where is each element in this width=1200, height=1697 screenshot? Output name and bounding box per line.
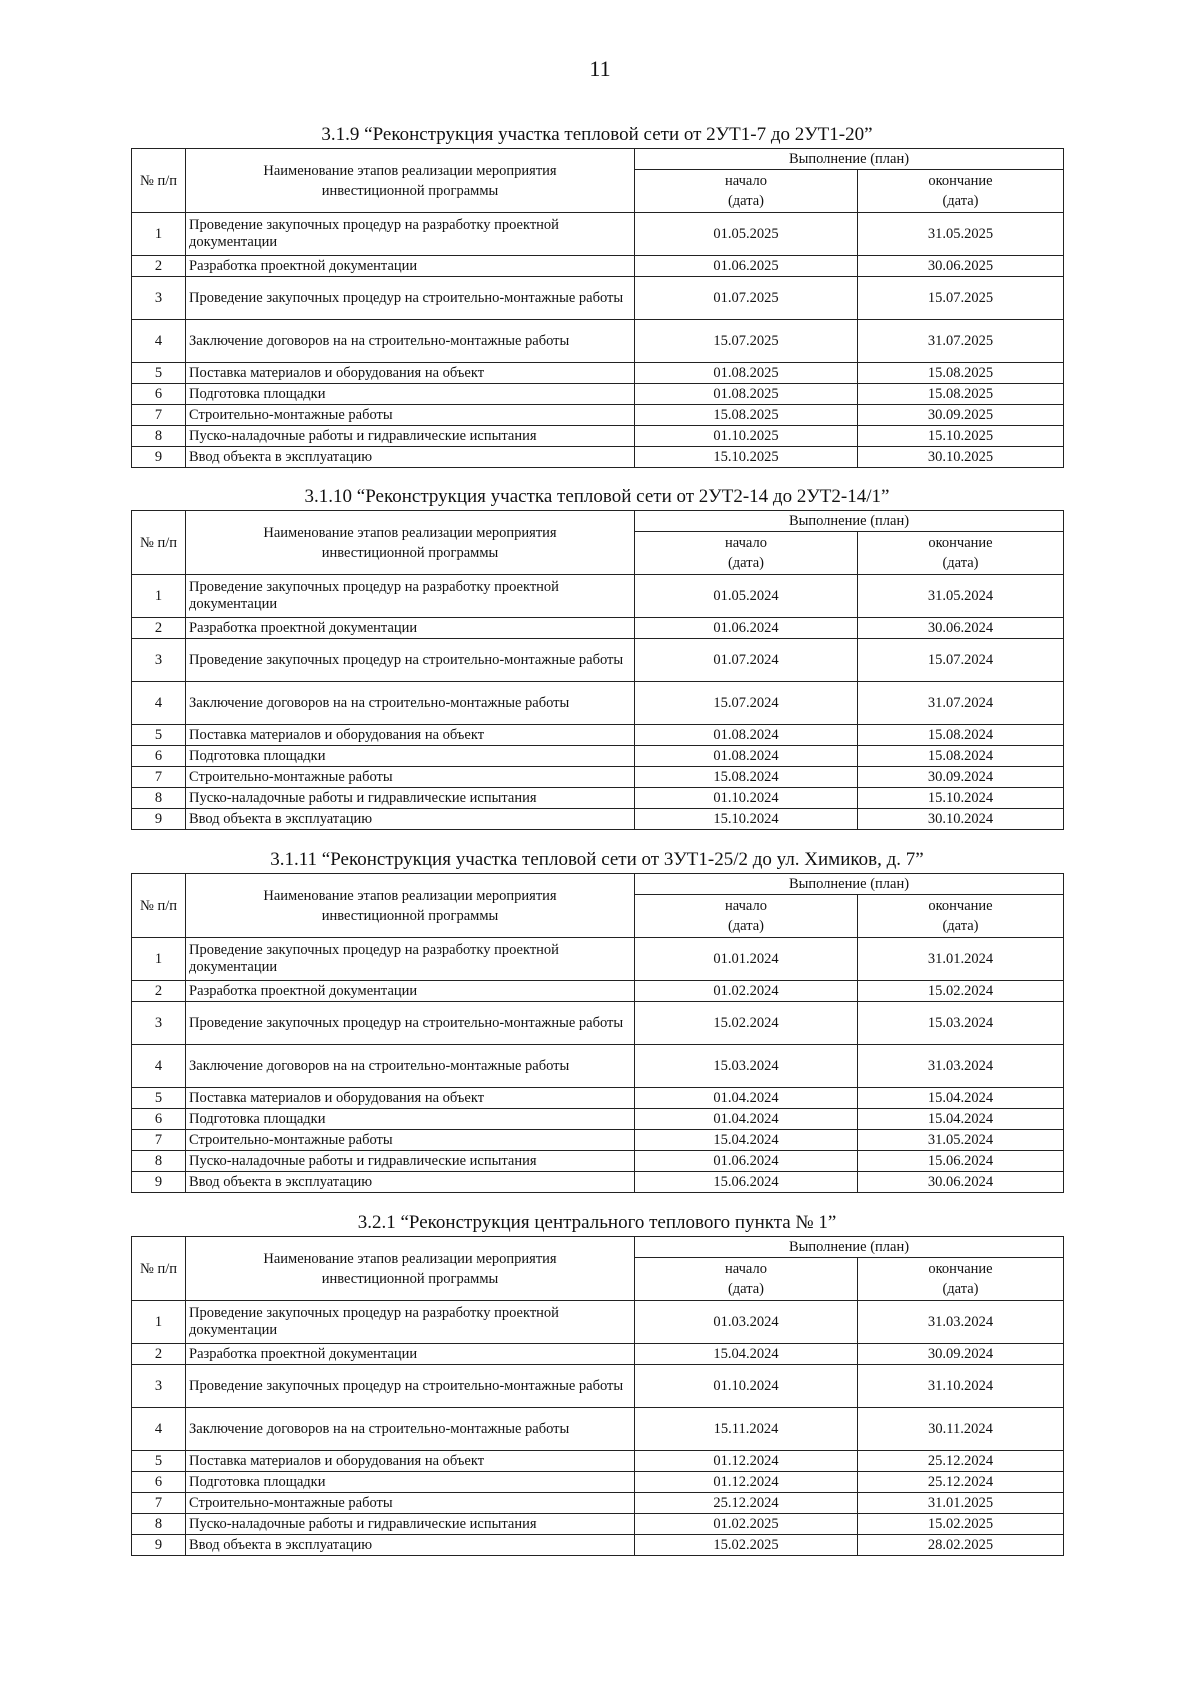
header-stage-line2: инвестиционной программы	[321, 1270, 499, 1287]
header-start	[635, 532, 858, 575]
row-number: 8	[132, 1151, 186, 1172]
end-date: 15.06.2024	[858, 1151, 1064, 1172]
start-date: 01.10.2025	[635, 426, 858, 447]
row-number: 9	[132, 809, 186, 830]
start-date: 15.10.2024	[635, 809, 858, 830]
stage-name: Заключение договоров на на строительно-монтажные работы	[186, 320, 635, 363]
table-row	[132, 981, 1064, 1002]
header-num: № п/п	[132, 149, 186, 213]
stage-name: Проведение закупочных процедур на разработку проектной документации	[186, 213, 635, 256]
table-row	[132, 746, 1064, 767]
stage-name: Разработка проектной документации	[186, 618, 635, 639]
section-title: 3.2.1 “Реконструкция центрального теплового пункта № 1”	[357, 1212, 837, 1233]
row-number: 1	[132, 575, 186, 618]
start-date: 15.06.2024	[635, 1172, 858, 1193]
row-number: 5	[132, 363, 186, 384]
start-date: 01.01.2024	[635, 938, 858, 981]
stage-name: Поставка материалов и оборудования на объект	[186, 725, 635, 746]
header-start-label: начало	[725, 173, 767, 189]
table-row	[132, 1408, 1064, 1451]
end-date: 15.10.2024	[858, 788, 1064, 809]
table-row	[132, 682, 1064, 725]
row-number: 6	[132, 746, 186, 767]
end-date: 15.02.2024	[858, 981, 1064, 1002]
header-stage	[186, 874, 635, 938]
stage-name: Строительно-монтажные работы	[186, 405, 635, 426]
table-row	[132, 405, 1064, 426]
row-number: 3	[132, 277, 186, 320]
stage-name: Проведение закупочных процедур на разработку проектной документации	[186, 575, 635, 618]
row-number: 3	[132, 639, 186, 682]
row-number: 3	[132, 1365, 186, 1408]
start-date: 01.08.2024	[635, 725, 858, 746]
table-row	[132, 363, 1064, 384]
table-row	[132, 809, 1064, 830]
table-row	[132, 1109, 1064, 1130]
stage-name: Поставка материалов и оборудования на объект	[186, 363, 635, 384]
stage-name: Пуско-наладочные работы и гидравлические испытания	[186, 788, 635, 809]
header-end-label: окончание	[928, 898, 993, 914]
end-date: 31.03.2024	[858, 1301, 1064, 1344]
stage-name: Ввод объекта в эксплуатацию	[186, 1535, 635, 1556]
stage-name: Заключение договоров на на строительно-монтажные работы	[186, 1045, 635, 1088]
end-date: 15.04.2024	[858, 1088, 1064, 1109]
stage-name: Разработка проектной документации	[186, 1344, 635, 1365]
table-row	[132, 1514, 1064, 1535]
stage-name: Подготовка площадки	[186, 746, 635, 767]
start-date: 01.10.2024	[635, 1365, 858, 1408]
table-row	[132, 1045, 1064, 1088]
row-number: 7	[132, 767, 186, 788]
table-row	[132, 1472, 1064, 1493]
header-execution: Выполнение (план)	[635, 511, 1064, 532]
start-date: 01.03.2024	[635, 1301, 858, 1344]
stage-name: Проведение закупочных процедур на строительно-монтажные работы	[186, 639, 635, 682]
stage-name: Ввод объекта в эксплуатацию	[186, 447, 635, 468]
start-date: 15.08.2025	[635, 405, 858, 426]
header-end-label: окончание	[928, 1261, 993, 1277]
start-date: 01.06.2024	[635, 1151, 858, 1172]
header-end	[858, 532, 1064, 575]
start-date: 15.03.2024	[635, 1045, 858, 1088]
start-date: 01.02.2025	[635, 1514, 858, 1535]
end-date: 30.06.2024	[858, 618, 1064, 639]
header-start-label: начало	[725, 535, 767, 551]
row-number: 4	[132, 1408, 186, 1451]
end-date: 25.12.2024	[858, 1451, 1064, 1472]
row-number: 5	[132, 1451, 186, 1472]
table-row	[132, 1151, 1064, 1172]
row-number: 2	[132, 981, 186, 1002]
stage-name: Подготовка площадки	[186, 384, 635, 405]
table-row	[132, 1130, 1064, 1151]
row-number: 7	[132, 405, 186, 426]
table-row	[132, 725, 1064, 746]
start-date: 01.08.2024	[635, 746, 858, 767]
end-date: 28.02.2025	[858, 1535, 1064, 1556]
row-number: 3	[132, 1002, 186, 1045]
schedule-table	[131, 873, 1064, 1193]
end-date: 31.10.2024	[858, 1365, 1064, 1408]
start-date: 01.06.2025	[635, 256, 858, 277]
table-row	[132, 1535, 1064, 1556]
plan-section	[131, 1210, 1063, 1556]
start-date: 01.05.2024	[635, 575, 858, 618]
table-row	[132, 256, 1064, 277]
row-number: 2	[132, 1344, 186, 1365]
table-row	[132, 1172, 1064, 1193]
start-date: 01.12.2024	[635, 1451, 858, 1472]
row-number: 6	[132, 1109, 186, 1130]
stage-name: Пуско-наладочные работы и гидравлические испытания	[186, 1151, 635, 1172]
end-date: 31.05.2024	[858, 575, 1064, 618]
start-date: 01.04.2024	[635, 1109, 858, 1130]
end-date: 30.09.2025	[858, 405, 1064, 426]
start-date: 15.02.2024	[635, 1002, 858, 1045]
table-row	[132, 447, 1064, 468]
header-stage-line2: инвестиционной программы	[321, 182, 499, 199]
header-start-sub: (дата)	[727, 555, 765, 571]
stage-name: Пуско-наладочные работы и гидравлические испытания	[186, 426, 635, 447]
stage-name: Проведение закупочных процедур на строительно-монтажные работы	[186, 1365, 635, 1408]
end-date: 15.03.2024	[858, 1002, 1064, 1045]
row-number: 4	[132, 1045, 186, 1088]
row-number: 7	[132, 1130, 186, 1151]
end-date: 30.11.2024	[858, 1408, 1064, 1451]
header-end-sub: (дата)	[942, 918, 979, 934]
end-date: 25.12.2024	[858, 1472, 1064, 1493]
header-stage-line1: Наименование этапов реализации мероприятия	[263, 1250, 557, 1267]
row-number: 4	[132, 682, 186, 725]
end-date: 31.05.2024	[858, 1130, 1064, 1151]
stage-name: Строительно-монтажные работы	[186, 767, 635, 788]
header-stage-line2: инвестиционной программы	[321, 907, 499, 924]
start-date: 15.02.2025	[635, 1535, 858, 1556]
stage-name: Заключение договоров на на строительно-монтажные работы	[186, 1408, 635, 1451]
table-row	[132, 639, 1064, 682]
header-end-sub: (дата)	[942, 555, 979, 571]
end-date: 31.01.2025	[858, 1493, 1064, 1514]
table-row	[132, 277, 1064, 320]
row-number: 4	[132, 320, 186, 363]
page-number: 11	[589, 56, 611, 81]
schedule-table	[131, 148, 1064, 468]
table-row	[132, 1344, 1064, 1365]
end-date: 31.07.2025	[858, 320, 1064, 363]
header-start-sub: (дата)	[727, 918, 765, 934]
row-number: 1	[132, 1301, 186, 1344]
section-title: 3.1.10 “Реконструкция участка тепловой сети от 2УТ2-14 до 2УТ2-14/1”	[304, 486, 890, 507]
section-title: 3.1.11 “Реконструкция участка тепловой сети от 3УТ1-25/2 до ул. Химиков, д. 7”	[270, 849, 924, 870]
start-date: 15.07.2025	[635, 320, 858, 363]
row-number: 6	[132, 384, 186, 405]
table-row	[132, 320, 1064, 363]
start-date: 01.10.2024	[635, 788, 858, 809]
plan-section	[131, 484, 1063, 830]
header-execution: Выполнение (план)	[635, 149, 1064, 170]
stage-name: Заключение договоров на на строительно-монтажные работы	[186, 682, 635, 725]
end-date: 15.08.2024	[858, 725, 1064, 746]
table-row	[132, 1088, 1064, 1109]
end-date: 30.10.2024	[858, 809, 1064, 830]
end-date: 15.07.2024	[858, 639, 1064, 682]
header-start	[635, 1258, 858, 1301]
stage-name: Ввод объекта в эксплуатацию	[186, 1172, 635, 1193]
stage-name: Поставка материалов и оборудования на объект	[186, 1451, 635, 1472]
start-date: 01.06.2024	[635, 618, 858, 639]
header-start-label: начало	[725, 898, 767, 914]
plan-section	[131, 122, 1063, 468]
end-date: 31.07.2024	[858, 682, 1064, 725]
table-row	[132, 1002, 1064, 1045]
header-stage-line1: Наименование этапов реализации мероприятия	[263, 162, 557, 179]
header-start	[635, 895, 858, 938]
stage-name: Строительно-монтажные работы	[186, 1130, 635, 1151]
start-date: 15.11.2024	[635, 1408, 858, 1451]
header-stage-line2: инвестиционной программы	[321, 544, 499, 561]
header-stage	[186, 511, 635, 575]
table-row	[132, 575, 1064, 618]
table-row	[132, 1451, 1064, 1472]
table-row	[132, 384, 1064, 405]
row-number: 9	[132, 447, 186, 468]
end-date: 31.01.2024	[858, 938, 1064, 981]
plan-section	[131, 847, 1063, 1193]
table-row	[132, 1365, 1064, 1408]
header-execution: Выполнение (план)	[635, 874, 1064, 895]
table-row	[132, 788, 1064, 809]
stage-name: Строительно-монтажные работы	[186, 1493, 635, 1514]
section-title: 3.1.9 “Реконструкция участка тепловой сети от 2УТ1-7 до 2УТ1-20”	[321, 124, 873, 145]
header-end	[858, 1258, 1064, 1301]
header-end-label: окончание	[928, 535, 993, 551]
end-date: 15.08.2024	[858, 746, 1064, 767]
row-number: 2	[132, 618, 186, 639]
end-date: 30.06.2025	[858, 256, 1064, 277]
start-date: 15.04.2024	[635, 1130, 858, 1151]
header-end-label: окончание	[928, 173, 993, 189]
header-start-sub: (дата)	[727, 193, 765, 209]
stage-name: Поставка материалов и оборудования на объект	[186, 1088, 635, 1109]
schedule-table	[131, 1236, 1064, 1556]
stage-name: Подготовка площадки	[186, 1472, 635, 1493]
end-date: 15.08.2025	[858, 384, 1064, 405]
row-number: 5	[132, 725, 186, 746]
start-date: 15.08.2024	[635, 767, 858, 788]
row-number: 8	[132, 426, 186, 447]
start-date: 15.07.2024	[635, 682, 858, 725]
header-stage-line1: Наименование этапов реализации мероприятия	[263, 887, 557, 904]
row-number: 2	[132, 256, 186, 277]
end-date: 15.08.2025	[858, 363, 1064, 384]
row-number: 1	[132, 213, 186, 256]
row-number: 9	[132, 1172, 186, 1193]
start-date: 01.08.2025	[635, 363, 858, 384]
table-row	[132, 1493, 1064, 1514]
header-stage	[186, 149, 635, 213]
table-row	[132, 426, 1064, 447]
header-num: № п/п	[132, 874, 186, 938]
start-date: 01.08.2025	[635, 384, 858, 405]
table-row	[132, 767, 1064, 788]
start-date: 01.07.2024	[635, 639, 858, 682]
row-number: 8	[132, 788, 186, 809]
end-date: 30.10.2025	[858, 447, 1064, 468]
stage-name: Подготовка площадки	[186, 1109, 635, 1130]
end-date: 15.04.2024	[858, 1109, 1064, 1130]
header-num: № п/п	[132, 511, 186, 575]
stage-name: Проведение закупочных процедур на разработку проектной документации	[186, 1301, 635, 1344]
header-start	[635, 170, 858, 213]
header-num: № п/п	[132, 1237, 186, 1301]
stage-name: Разработка проектной документации	[186, 981, 635, 1002]
start-date: 01.12.2024	[635, 1472, 858, 1493]
end-date: 31.05.2025	[858, 213, 1064, 256]
end-date: 31.03.2024	[858, 1045, 1064, 1088]
row-number: 6	[132, 1472, 186, 1493]
header-execution: Выполнение (план)	[635, 1237, 1064, 1258]
end-date: 30.06.2024	[858, 1172, 1064, 1193]
start-date: 01.05.2025	[635, 213, 858, 256]
stage-name: Проведение закупочных процедур на строительно-монтажные работы	[186, 277, 635, 320]
table-row	[132, 213, 1064, 256]
start-date: 25.12.2024	[635, 1493, 858, 1514]
row-number: 5	[132, 1088, 186, 1109]
row-number: 8	[132, 1514, 186, 1535]
row-number: 1	[132, 938, 186, 981]
start-date: 01.07.2025	[635, 277, 858, 320]
table-row	[132, 1301, 1064, 1344]
header-end-sub: (дата)	[942, 1281, 979, 1297]
end-date: 15.02.2025	[858, 1514, 1064, 1535]
start-date: 01.02.2024	[635, 981, 858, 1002]
row-number: 7	[132, 1493, 186, 1514]
end-date: 30.09.2024	[858, 767, 1064, 788]
stage-name: Разработка проектной документации	[186, 256, 635, 277]
row-number: 9	[132, 1535, 186, 1556]
start-date: 01.04.2024	[635, 1088, 858, 1109]
end-date: 15.10.2025	[858, 426, 1064, 447]
schedule-table	[131, 510, 1064, 830]
stage-name: Пуско-наладочные работы и гидравлические испытания	[186, 1514, 635, 1535]
stage-name: Проведение закупочных процедур на строительно-монтажные работы	[186, 1002, 635, 1045]
header-end	[858, 170, 1064, 213]
table-row	[132, 618, 1064, 639]
header-stage-line1: Наименование этапов реализации мероприятия	[263, 524, 557, 541]
header-start-sub: (дата)	[727, 1281, 765, 1297]
table-row	[132, 938, 1064, 981]
end-date: 15.07.2025	[858, 277, 1064, 320]
start-date: 15.10.2025	[635, 447, 858, 468]
stage-name: Проведение закупочных процедур на разработку проектной документации	[186, 938, 635, 981]
stage-name: Ввод объекта в эксплуатацию	[186, 809, 635, 830]
header-end	[858, 895, 1064, 938]
header-end-sub: (дата)	[942, 193, 979, 209]
end-date: 30.09.2024	[858, 1344, 1064, 1365]
start-date: 15.04.2024	[635, 1344, 858, 1365]
header-start-label: начало	[725, 1261, 767, 1277]
header-stage	[186, 1237, 635, 1301]
